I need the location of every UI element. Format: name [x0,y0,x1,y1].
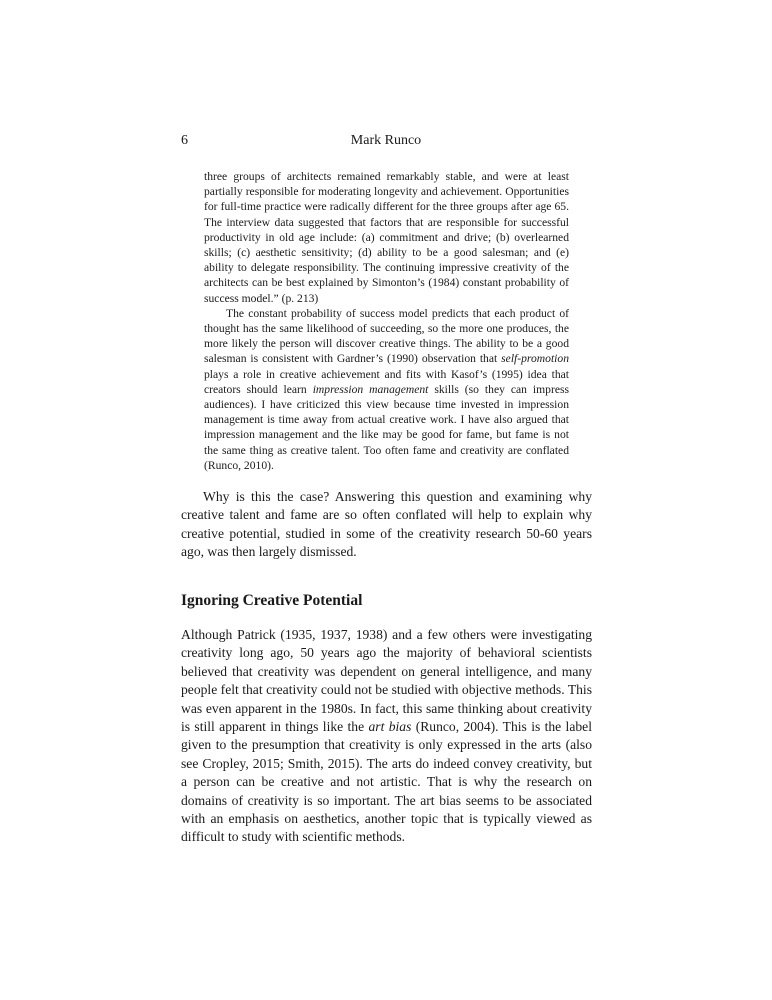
emphasis: impression management [312,382,429,396]
section-heading: Ignoring Creative Potential [181,592,363,609]
quote-paragraph [204,306,569,473]
page-number: 6 [181,133,188,148]
text-run: skills (so they can impress audiences). I have criticized this view because time invested in impression management is time away from actual creative work. I have also argued that impression management and the like may be good for fame, but fame is not the same thing as creative talent. Too often fame and creativity are conflated (Runco, 2010). [204,382,569,472]
text-run: The constant probability of success model predicts that each product of thought has the same likelihood of succeeding, so the more one produces, the more likely the person will discover creative things. The ability to be a good salesman is consistent with Gardner’s (1990) observation that [204,306,569,366]
body-paragraph [181,626,592,847]
running-head: Mark Runco [350,133,422,148]
emphasis: self-promotion [501,352,569,366]
block-quote [204,169,569,473]
emphasis: art bias [368,719,412,735]
body-paragraph: Why is this the case? Answering this question and examining why creative talent and fame are so often conflated will help to explain why creative potential, studied in some of the creativity research 50-60 years ago, was then largely dismissed. [181,489,592,560]
text-run: Although Patrick (1935, 1937, 1938) and a few others were investigating creativity long ago, 50 years ago the majority of behavioral scientists believed that creativity was dependent on general intelligence, and many people felt that creativity could not be studied with objective methods. This was even apparent in the 1980s. In fact, this same thinking about creativity is still apparent in things like the [181,627,592,735]
text-run: plays a role in creative achievement and fits with Kasof’s (1995) idea that creators should learn [204,367,569,396]
quote-paragraph: three groups of architects remained remarkably stable, and were at least partially responsible for moderating longevity and achievement. Opportunities for full-time practice were radically different for the three groups after age 65. The interview data suggested that factors that are responsible for successful productivity in old age include: (a) commitment and drive; (b) overlearned skills; (c) aesthetic sensitivity; (d) ability to be a good salesman; and (e) ability to delegate responsibility. The continuing impressive creativity of the architects can be best explained by Simonton’s (1984) constant probability of success model.” (p. 213) [204,170,569,305]
text-run: (Runco, 2004). This is the label given to the presumption that creativity is only expressed in the arts (also see Cropley, 2015; Smith, 2015). The arts do indeed convey creativity, but a person can be creative and not artistic. That is why the research on domains of creativity is so important. The art bias seems to be associated with an emphasis on aesthetics, another topic that is typically viewed as difficult to study with scientific methods. [181,719,592,845]
